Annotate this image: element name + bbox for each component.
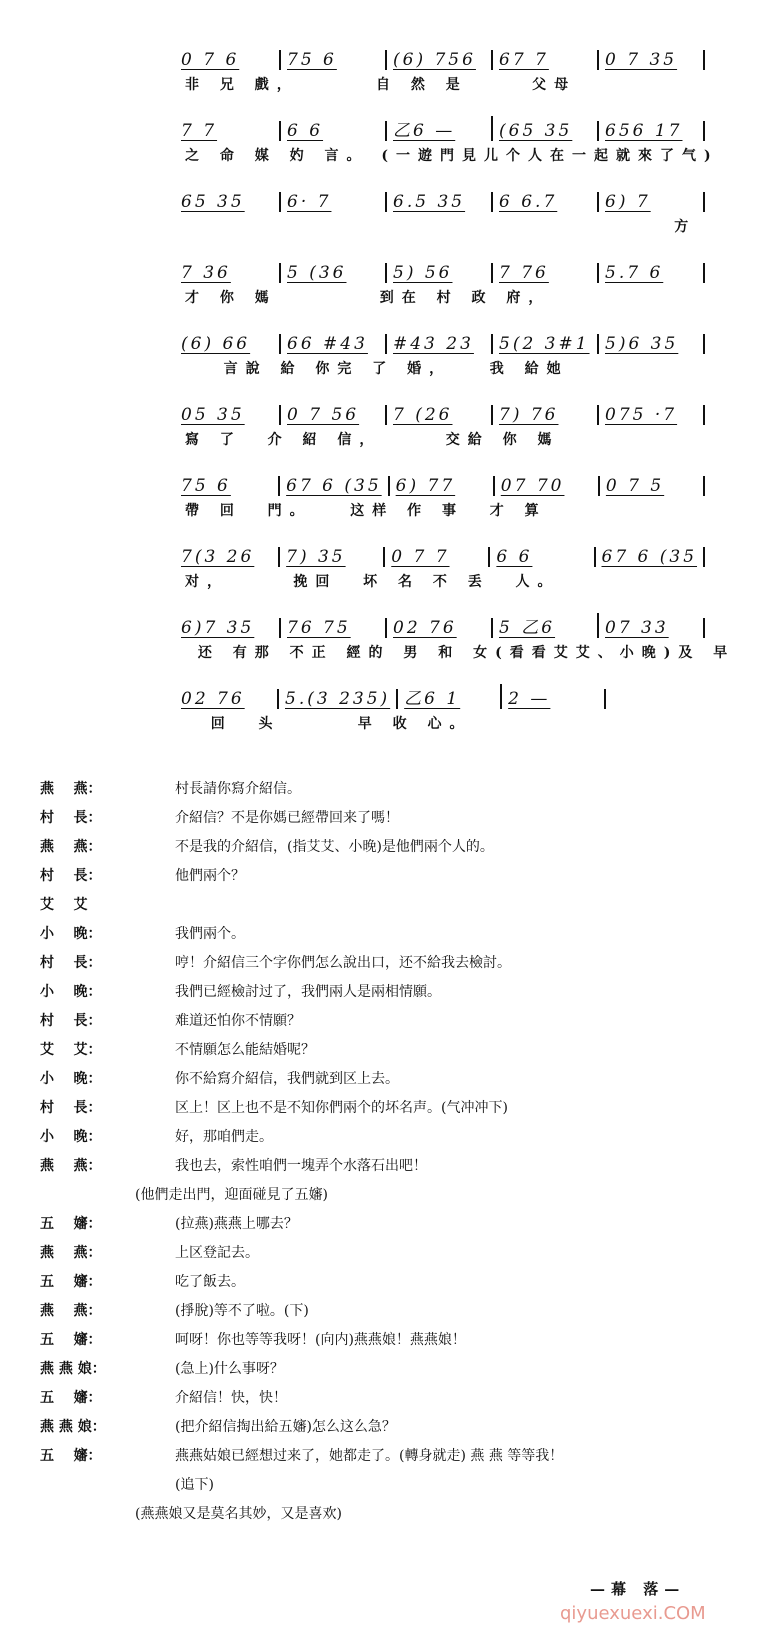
notes-row: [175, 253, 705, 283]
measure: 02 76: [387, 618, 493, 638]
speaker-name: 小 晚：: [40, 925, 102, 942]
score-system: [175, 253, 705, 324]
measure: 0 7 5: [600, 476, 705, 496]
music-score: [175, 40, 736, 750]
lyrics-row: 对， 挽回 坏 名 不 丢 人。: [185, 574, 560, 590]
measure: 2 —: [502, 689, 606, 709]
measure: 6 6: [490, 547, 595, 567]
speaker-name: 村 長：: [40, 1012, 102, 1029]
notes-row: [175, 608, 705, 638]
measure: 0 7 6: [175, 50, 281, 70]
lyrics-row: 还 有那 不正 經的 男 和 女(看看艾艾、小晚)及 早: [185, 645, 736, 661]
dialogue-text: (拉燕)燕燕上哪去？: [175, 1215, 298, 1232]
curtain-falls: —幕 落—: [590, 1580, 686, 1598]
lyrics-row: 寫 了 介 紹 信， 交給 你 媽: [185, 432, 560, 448]
measure: 5.(3 235): [279, 689, 398, 709]
notes-row: [175, 111, 705, 141]
speaker-name: 五 嬸：: [40, 1389, 102, 1406]
dialogue-line: [40, 1324, 740, 1353]
dialogue-text: 不是我的介紹信，(指艾艾、小晚)是他們兩个人的。: [175, 838, 494, 855]
dialogue-section: [40, 773, 740, 1527]
dialogue-line: [40, 1034, 740, 1063]
lyrics-row: 帶 回 門。 这样 作 事 才 算: [185, 503, 547, 519]
dialogue-line: [40, 947, 740, 976]
dialogue-line: [40, 1005, 740, 1034]
dialogue-line: [40, 802, 740, 831]
dialogue-line: [40, 1266, 740, 1295]
measure: 乙6 1: [398, 684, 502, 709]
stage-direction: (燕燕娘又是莫名其妙，又是喜欢): [135, 1505, 342, 1522]
measure: 7) 76: [493, 405, 599, 425]
dialogue-text: (掙脫)等不了啦。(下): [175, 1302, 309, 1319]
dialogue-text: 村長請你寫介紹信。: [175, 780, 301, 797]
dialogue-line: [40, 889, 740, 918]
measure: 75 6: [175, 476, 280, 496]
dialogue-line: [40, 918, 740, 947]
dialogue-text: 哼！介紹信三个字你們怎么說出口，还不給我去檢討。: [175, 954, 511, 971]
dialogue-text: 我也去，索性咱們一塊弄个水落石出吧！: [175, 1157, 427, 1174]
measure: 7 76: [493, 263, 599, 283]
measure: 5 乙6: [493, 613, 599, 638]
speaker-name: 村 長：: [40, 1099, 102, 1116]
score-system: [175, 608, 736, 679]
speaker-name: 燕 燕：: [40, 1157, 102, 1174]
speaker-name: 小 晚：: [40, 983, 102, 1000]
dialogue-text: 我們已經檢討过了，我們兩人是兩相情願。: [175, 983, 441, 1000]
score-system: [175, 40, 705, 111]
speaker-name: 燕 燕：: [40, 838, 102, 855]
dialogue-text: 不情願怎么能結婚呢？: [175, 1041, 315, 1058]
measure: 5.7 6: [599, 263, 705, 283]
dialogue-line: [40, 773, 740, 802]
score-system: [175, 111, 719, 182]
measure: 07 70: [495, 476, 600, 496]
measure: 76 75: [281, 618, 387, 638]
measure: 6.5 35: [387, 192, 493, 212]
measure: 6 6.7: [493, 192, 599, 212]
dialogue-text: 区上！区上也不是不知你們兩个的坏名声。(气冲冲下): [175, 1099, 508, 1116]
measure: 5(2 3#1: [493, 334, 599, 354]
notes-row: [175, 466, 705, 496]
measure: (6) 66: [175, 334, 281, 354]
measure: 6)7 35: [175, 618, 281, 638]
speaker-name: 小 晚：: [40, 1128, 102, 1145]
score-system: [175, 537, 705, 608]
notes-row: [175, 40, 705, 70]
lyrics-row: 才 你 媽 到在 村 政 府，: [185, 290, 551, 306]
measure: 0 7 7: [385, 547, 490, 567]
measure: 07 33: [599, 618, 705, 638]
speaker-name: 五 嬸：: [40, 1273, 102, 1290]
speaker-name: 燕 燕 娘：: [40, 1360, 106, 1377]
measure: 075 ·7: [599, 405, 705, 425]
measure: 6) 7: [599, 192, 705, 212]
lyrics-row: 方: [185, 219, 697, 235]
dialogue-line: [40, 1063, 740, 1092]
dialogue-line: [40, 1440, 740, 1469]
measure: 0 7 56: [281, 405, 387, 425]
measure: 5)6 35: [599, 334, 705, 354]
score-system: [175, 395, 705, 466]
notes-row: [175, 537, 705, 567]
dialogue-line: [40, 1411, 740, 1440]
measure: 02 76: [175, 689, 279, 709]
measure: 7 36: [175, 263, 281, 283]
measure: 7 7: [175, 121, 281, 141]
dialogue-text: 呵呀！你也等等我呀！(向内)燕燕娘！燕燕娘！: [175, 1331, 466, 1348]
dialogue-text: 你不給寫介紹信，我們就到区上去。: [175, 1070, 399, 1087]
measure: 6 6: [281, 121, 387, 141]
measure: (6) 756: [387, 50, 493, 70]
notes-row: [175, 324, 705, 354]
dialogue-text: 燕燕姑娘已經想过来了，她都走了。(轉身就走) 燕 燕 等等我！: [175, 1447, 564, 1464]
dialogue-line: [40, 1208, 740, 1237]
measure: 66 #43: [281, 334, 387, 354]
speaker-name: 燕 燕 娘：: [40, 1418, 106, 1435]
score-system: [175, 679, 705, 750]
measure: (65 35: [493, 121, 599, 141]
dialogue-line: [40, 1353, 740, 1382]
dialogue-line: [40, 1121, 740, 1150]
measure: 7) 35: [280, 547, 385, 567]
score-system: [175, 324, 705, 395]
measure: 5) 56: [387, 263, 493, 283]
speaker-name: 小 晚：: [40, 1070, 102, 1087]
measure: 67 6 (35: [280, 476, 390, 496]
dialogue-text: 吃了飯去。: [175, 1273, 245, 1290]
dialogue-line: [40, 1382, 740, 1411]
dialogue-text: 上区登記去。: [175, 1244, 259, 1261]
dialogue-line: [40, 976, 740, 1005]
measure: 0 7 35: [599, 50, 705, 70]
measure: 05 35: [175, 405, 281, 425]
measure: 6) 77: [390, 476, 495, 496]
score-system: [175, 182, 705, 253]
measure: 67 6 (35: [596, 547, 706, 567]
measure: 5 (36: [281, 263, 387, 283]
dialogue-text: 介紹信！快，快！: [175, 1389, 287, 1406]
dialogue-line: [40, 1295, 740, 1324]
measure: #43 23: [387, 334, 493, 354]
dialogue-line: [40, 831, 740, 860]
stage-direction: (追下): [175, 1476, 214, 1493]
dialogue-text: 他們兩个？: [175, 867, 245, 884]
speaker-name: 村 長：: [40, 867, 102, 884]
lyrics-row: 非 兄 戲， 自 然 是 父母: [185, 77, 577, 93]
speaker-name: 燕 燕：: [40, 1302, 102, 1319]
lyrics-row: 言說 給 你完 了 婚， 我 給她: [185, 361, 569, 377]
notes-row: [175, 182, 705, 212]
dialogue-text: (急上)什么事呀？: [175, 1360, 284, 1377]
speaker-name: 村 長：: [40, 809, 102, 826]
speaker-name: 村 長：: [40, 954, 102, 971]
speaker-name: 艾 艾: [40, 896, 88, 913]
dialogue-text: (把介紹信掏出給五嬸)怎么这么急？: [175, 1418, 396, 1435]
lyrics-row: 之 命 媒 妁 言。 (一遊門見儿个人在一起就來了气): [185, 148, 719, 164]
measure: 7 (26: [387, 405, 493, 425]
dialogue-text: 好，那咱們走。: [175, 1128, 273, 1145]
notes-row: [175, 395, 705, 425]
measure: 6· 7: [281, 192, 387, 212]
speaker-name: 五 嬸：: [40, 1215, 102, 1232]
speaker-name: 五 嬸：: [40, 1331, 102, 1348]
score-system: [175, 466, 705, 537]
dialogue-line: [40, 860, 740, 889]
dialogue-line: [40, 1092, 740, 1121]
lyrics-row: 回 头 早 收 心。: [185, 716, 472, 732]
dialogue-text: 难道还怕你不情願？: [175, 1012, 301, 1029]
watermark: qiyuexuexi.COM: [560, 1603, 706, 1624]
speaker-name: 艾 艾：: [40, 1041, 102, 1058]
speaker-name: 燕 燕：: [40, 1244, 102, 1261]
measure: 乙6 —: [387, 116, 493, 141]
measure: 75 6: [281, 50, 387, 70]
measure: 7(3 26: [175, 547, 280, 567]
speaker-name: 燕 燕：: [40, 780, 102, 797]
dialogue-text: 我們兩个。: [175, 925, 245, 942]
stage-direction: (他們走出門，迎面碰見了五嬸): [135, 1186, 328, 1203]
dialogue-text: 介紹信？不是你媽已經帶回来了嗎！: [175, 809, 399, 826]
dialogue-line: [40, 1150, 740, 1179]
measure: 656 17: [599, 121, 705, 141]
notes-row: [175, 679, 705, 709]
measure: 67 7: [493, 50, 599, 70]
speaker-name: 五 嬸：: [40, 1447, 102, 1464]
dialogue-line: [40, 1237, 740, 1266]
measure: 65 35: [175, 192, 281, 212]
